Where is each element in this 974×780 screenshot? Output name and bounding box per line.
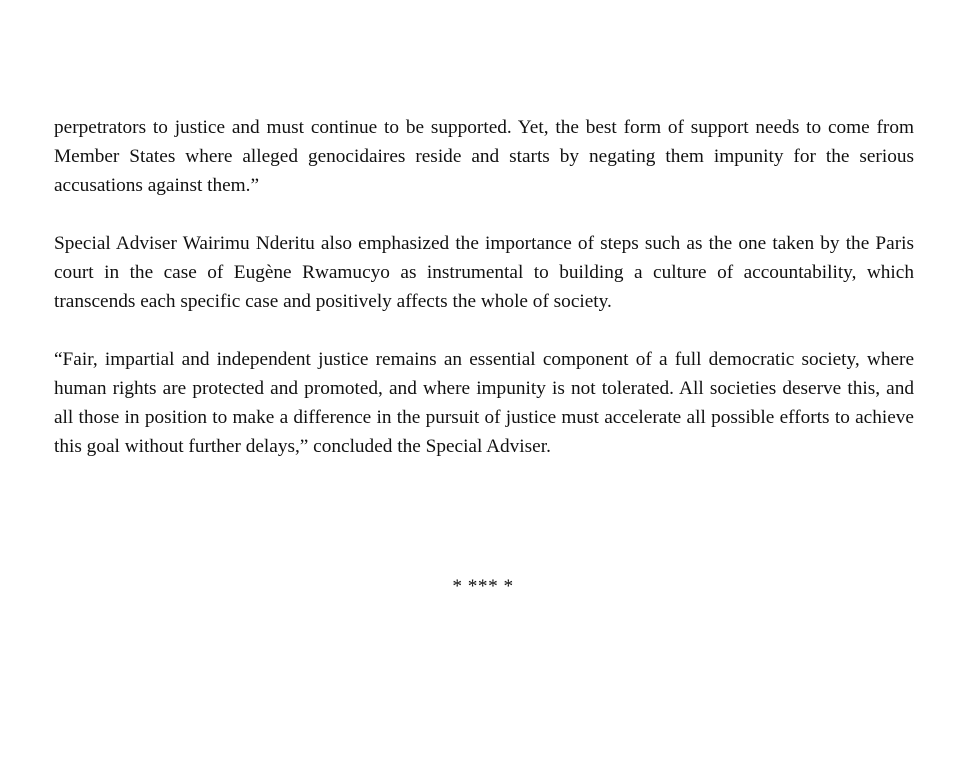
document-body — [54, 113, 914, 461]
paragraph-special-adviser-emphasis: Special Adviser Wairimu Nderitu also emphasized the importance of steps such as the one taken by the Paris court in the case of Eugène Rwamucyo as instrumental to building a culture of accountability, which transcends each specific case and positively affects the whole of society. — [54, 233, 914, 312]
end-of-document-marker: * *** * — [452, 576, 514, 597]
paragraph-concluding-quote: “Fair, impartial and independent justice remains an essential component of a full democratic society, where human rights are protected and promoted, and where impunity is not tolerated. All societies deserve this, and all those in position to make a difference in the pursuit of justice must accelerate all possible efforts to achieve this goal without further delays,” concluded the Special Adviser. — [54, 349, 914, 457]
paragraph-support-member-states: perpetrators to justice and must continue to be supported. Yet, the best form of support needs to come from Member States where alleged genocidaires reside and starts by negating them impunity for the serious accusations against them.” — [54, 117, 914, 196]
